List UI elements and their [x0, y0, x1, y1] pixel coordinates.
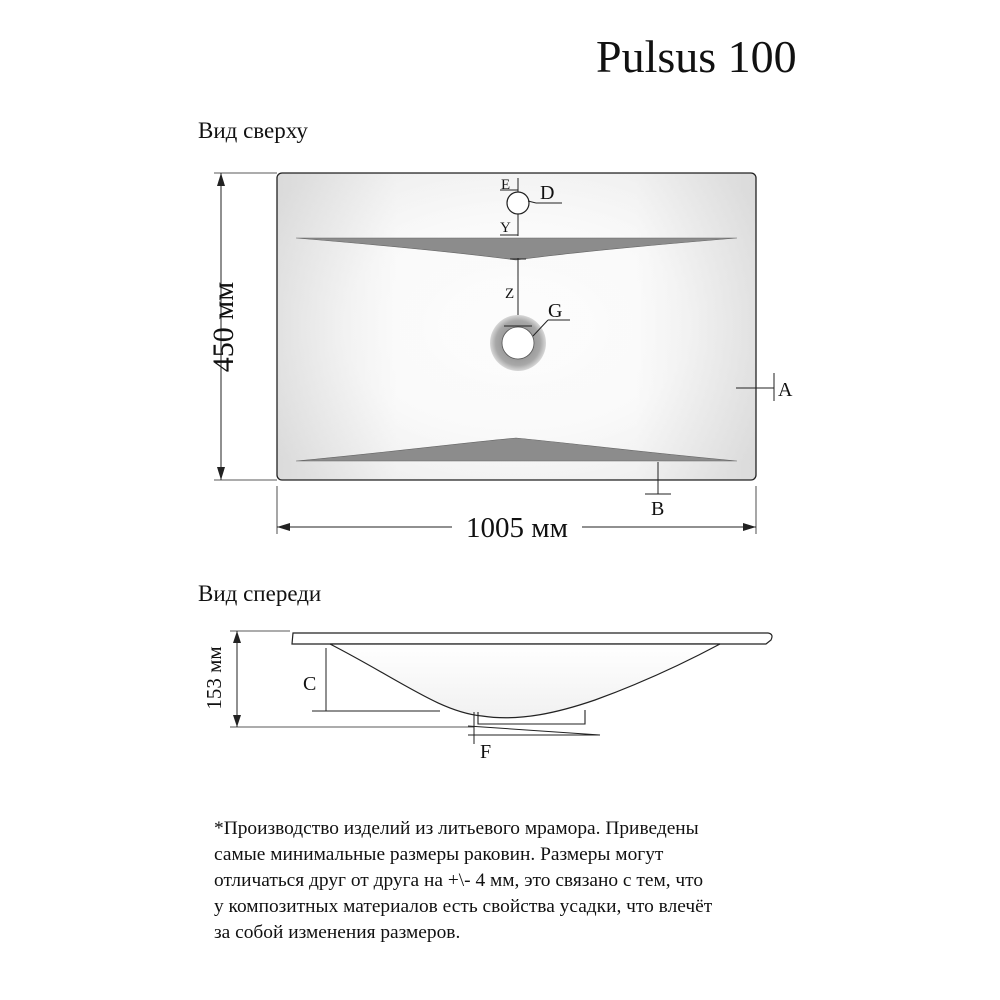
marker-d: D: [540, 182, 555, 204]
faucet-hole: [507, 192, 529, 214]
marker-y: Y: [500, 220, 511, 236]
marker-b: B: [651, 498, 665, 520]
marker-z: Z: [505, 286, 515, 302]
marker-f: F: [480, 741, 492, 763]
top-view: [214, 173, 774, 534]
note-line: за собой изменения размеров.: [214, 922, 461, 943]
marker-a: A: [778, 379, 793, 401]
sink-rim-front: [292, 633, 772, 644]
drain-hole: [502, 327, 534, 359]
height-dimension-label: 153 мм: [202, 646, 226, 710]
depth-dimension-label: 450 мм: [207, 281, 240, 373]
note-line: отличаться друг от друга на +\- 4 мм, это связано с тем, что: [214, 870, 704, 891]
marker-e: E: [501, 177, 511, 193]
note-line: самые минимальные размеры раковин. Размеры могут: [214, 844, 664, 865]
product-title: Pulsus 100: [596, 31, 797, 82]
note-line: *Производство изделий из литьевого мрамора. Приведены: [214, 818, 699, 839]
sink-bowl-front: [330, 644, 720, 718]
front-view-label: Вид спереди: [198, 581, 322, 606]
marker-c: C: [303, 673, 317, 695]
top-view-label: Вид сверху: [198, 118, 308, 143]
disclaimer-note: [214, 816, 814, 946]
marker-g: G: [548, 300, 563, 322]
width-dimension-label: 1005 мм: [466, 512, 568, 544]
note-line: у композитных материалов есть свойства усадки, что влечёт: [214, 896, 713, 917]
